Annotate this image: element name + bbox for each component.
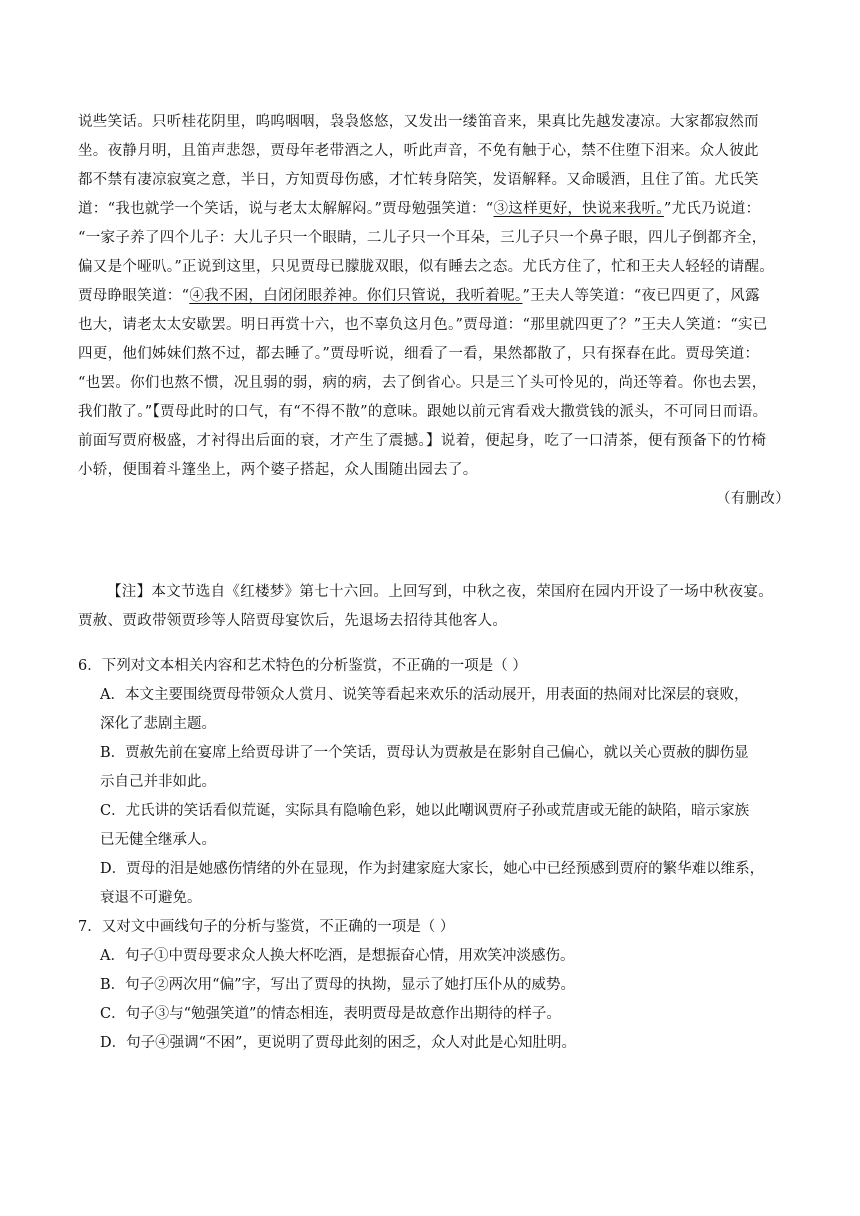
- text-segment: ”尤氏乃说道：: [663, 201, 761, 217]
- passage-line: 也大，请老太太安歇罢。明日再赏十六，也不辜负这月色。”贾母道：“那里就四更了？”王夫人笑道：“实已: [78, 317, 768, 333]
- passage-line: 坐。夜静月明，且笛声悲怨，贾母年老带酒之人，听此声音，不免有触于心，禁不住堕下泪来。众人彼此: [78, 143, 759, 159]
- passage-line: “一家子养了四个儿子：大儿子只一个眼睛，二儿子只一个耳朵，三儿子只一个鼻子眼，四儿子倒都齐全，: [78, 230, 767, 246]
- question-6-option-c-cont: 已无健全继承人。: [100, 832, 216, 848]
- source-note: （有删改）: [716, 491, 790, 507]
- question-7-option-d: D．句子④强调“不困”，更说明了贾母此刻的困乏，众人对此是心知肚明。: [100, 1035, 576, 1051]
- passage-line: 都不禁有凄凉寂寞之意，半日，方知贾母伤感，才忙转身陪笑，发语解释。又命暖酒，且住了笛。尤氏笑: [78, 172, 759, 188]
- annotation-note: [78, 578, 790, 636]
- underlined-sentence-4: ④我不困，白闭闭眼养神。你们只管说，我听着呢。: [189, 288, 523, 304]
- passage-line: 说些笑话。只听桂花阴里，呜呜咽咽，袅袅悠悠，又发出一缕笛音来，果真比先越发凄凉。大家都寂然而: [78, 114, 759, 130]
- questions-section: [78, 652, 790, 1058]
- question-7-option-c: C．句子③与“勉强笑道”的情态相连，表明贾母是故意作出期待的样子。: [100, 1006, 561, 1022]
- text-segment: 贾母睁眼笑道：“: [78, 288, 190, 304]
- question-7-option-b: B．句子②两次用“偏”字，写出了贾母的执拗，显示了她打压仆从的威势。: [100, 977, 575, 993]
- passage-line: 我们散了。”【贾母此时的口气，有“不得不散”的意味。跟她以前元宵看戏大撒赏钱的派头，不可同日而语。: [78, 404, 768, 420]
- passage-line: [78, 195, 790, 224]
- passage-text: [78, 108, 790, 514]
- passage-line: 前面写贾府极盛，才衬得出后面的衰，才产生了震撼。】说着，便起身，吃了一口清茶，便有预备下的竹椅: [78, 433, 767, 449]
- passage-line: “也罢。你们也熬不惯，况且弱的弱，病的病，去了倒省心。只是三丫头可怜见的，尚还等着。你也去罢，: [78, 375, 767, 391]
- underlined-sentence-3: ③这样更好，快说来我听。: [493, 201, 664, 217]
- question-6-option-d: D．贾母的泪是她感伤情绪的外在显现，作为封建家庭大家长，她心中已经预感到贾府的繁华难以维系，: [100, 861, 765, 877]
- question-6-option-a: A．本文主要围绕贾母带领众人赏月、说笑等看起来欢乐的活动展开，用表面的热闹对比深层的衰败，: [100, 687, 749, 703]
- question-7-stem: 7．又对文中画线句子的分析与鉴赏，不正确的一项是（ ）: [78, 919, 455, 935]
- passage-line: 四更，他们姊妹们熬不过，都去睡了。”贾母听说，细看了一看，果然都散了，只有探春在此。贾母笑道：: [78, 346, 760, 362]
- question-6-option-a-cont: 深化了悲剧主题。: [100, 716, 216, 732]
- passage-line: [78, 282, 790, 311]
- question-6-option-b: B．贾赦先前在宴席上给贾母讲了一个笑话，贾母认为贾赦是在影射自己偏心，就以关心贾赦的脚伤显: [100, 745, 749, 761]
- note-line: 贾赦、贾政带领贾珍等人陪贾母宴饮后，先退场去招待其他客人。: [78, 613, 508, 629]
- question-6-option-c: C．尤氏讲的笑话看似荒诞，实际具有隐喻色彩，她以此嘲讽贾府子孙或荒唐或无能的缺陷，暗示家族: [100, 803, 750, 819]
- text-segment: 道：“我也就学一个笑话，说与老太太解解闷。”贾母勉强笑道：“: [78, 201, 494, 217]
- passage-line: 偏又是个哑叭。”正说到这里，只见贾母已朦胧双眼，似有睡去之态。尤氏方住了，忙和王夫人轻轻的请醒。: [78, 259, 775, 275]
- question-7-option-a: A．句子①中贾母要求众人换大杯吃酒，是想振奋心情，用欢笑冲淡感伤。: [100, 948, 575, 964]
- question-6-stem: 6．下列对文本相关内容和艺术特色的分析鉴赏，不正确的一项是（ ）: [78, 658, 527, 674]
- question-6-option-d-cont: 衰退不可避免。: [100, 890, 202, 906]
- text-segment: ”王夫人等笑道：“夜已四更了，风露: [522, 288, 760, 304]
- passage-line: 小轿，便围着斗篷坐上，两个婆子搭起，众人围随出园去了。: [78, 462, 478, 478]
- question-6-option-b-cont: 示自己并非如此。: [100, 774, 216, 790]
- note-line: 【注】本文节选自《红楼梦》第七十六回。上回写到，中秋之夜，荣国府在园内开设了一场中秋夜宴。: [107, 584, 773, 600]
